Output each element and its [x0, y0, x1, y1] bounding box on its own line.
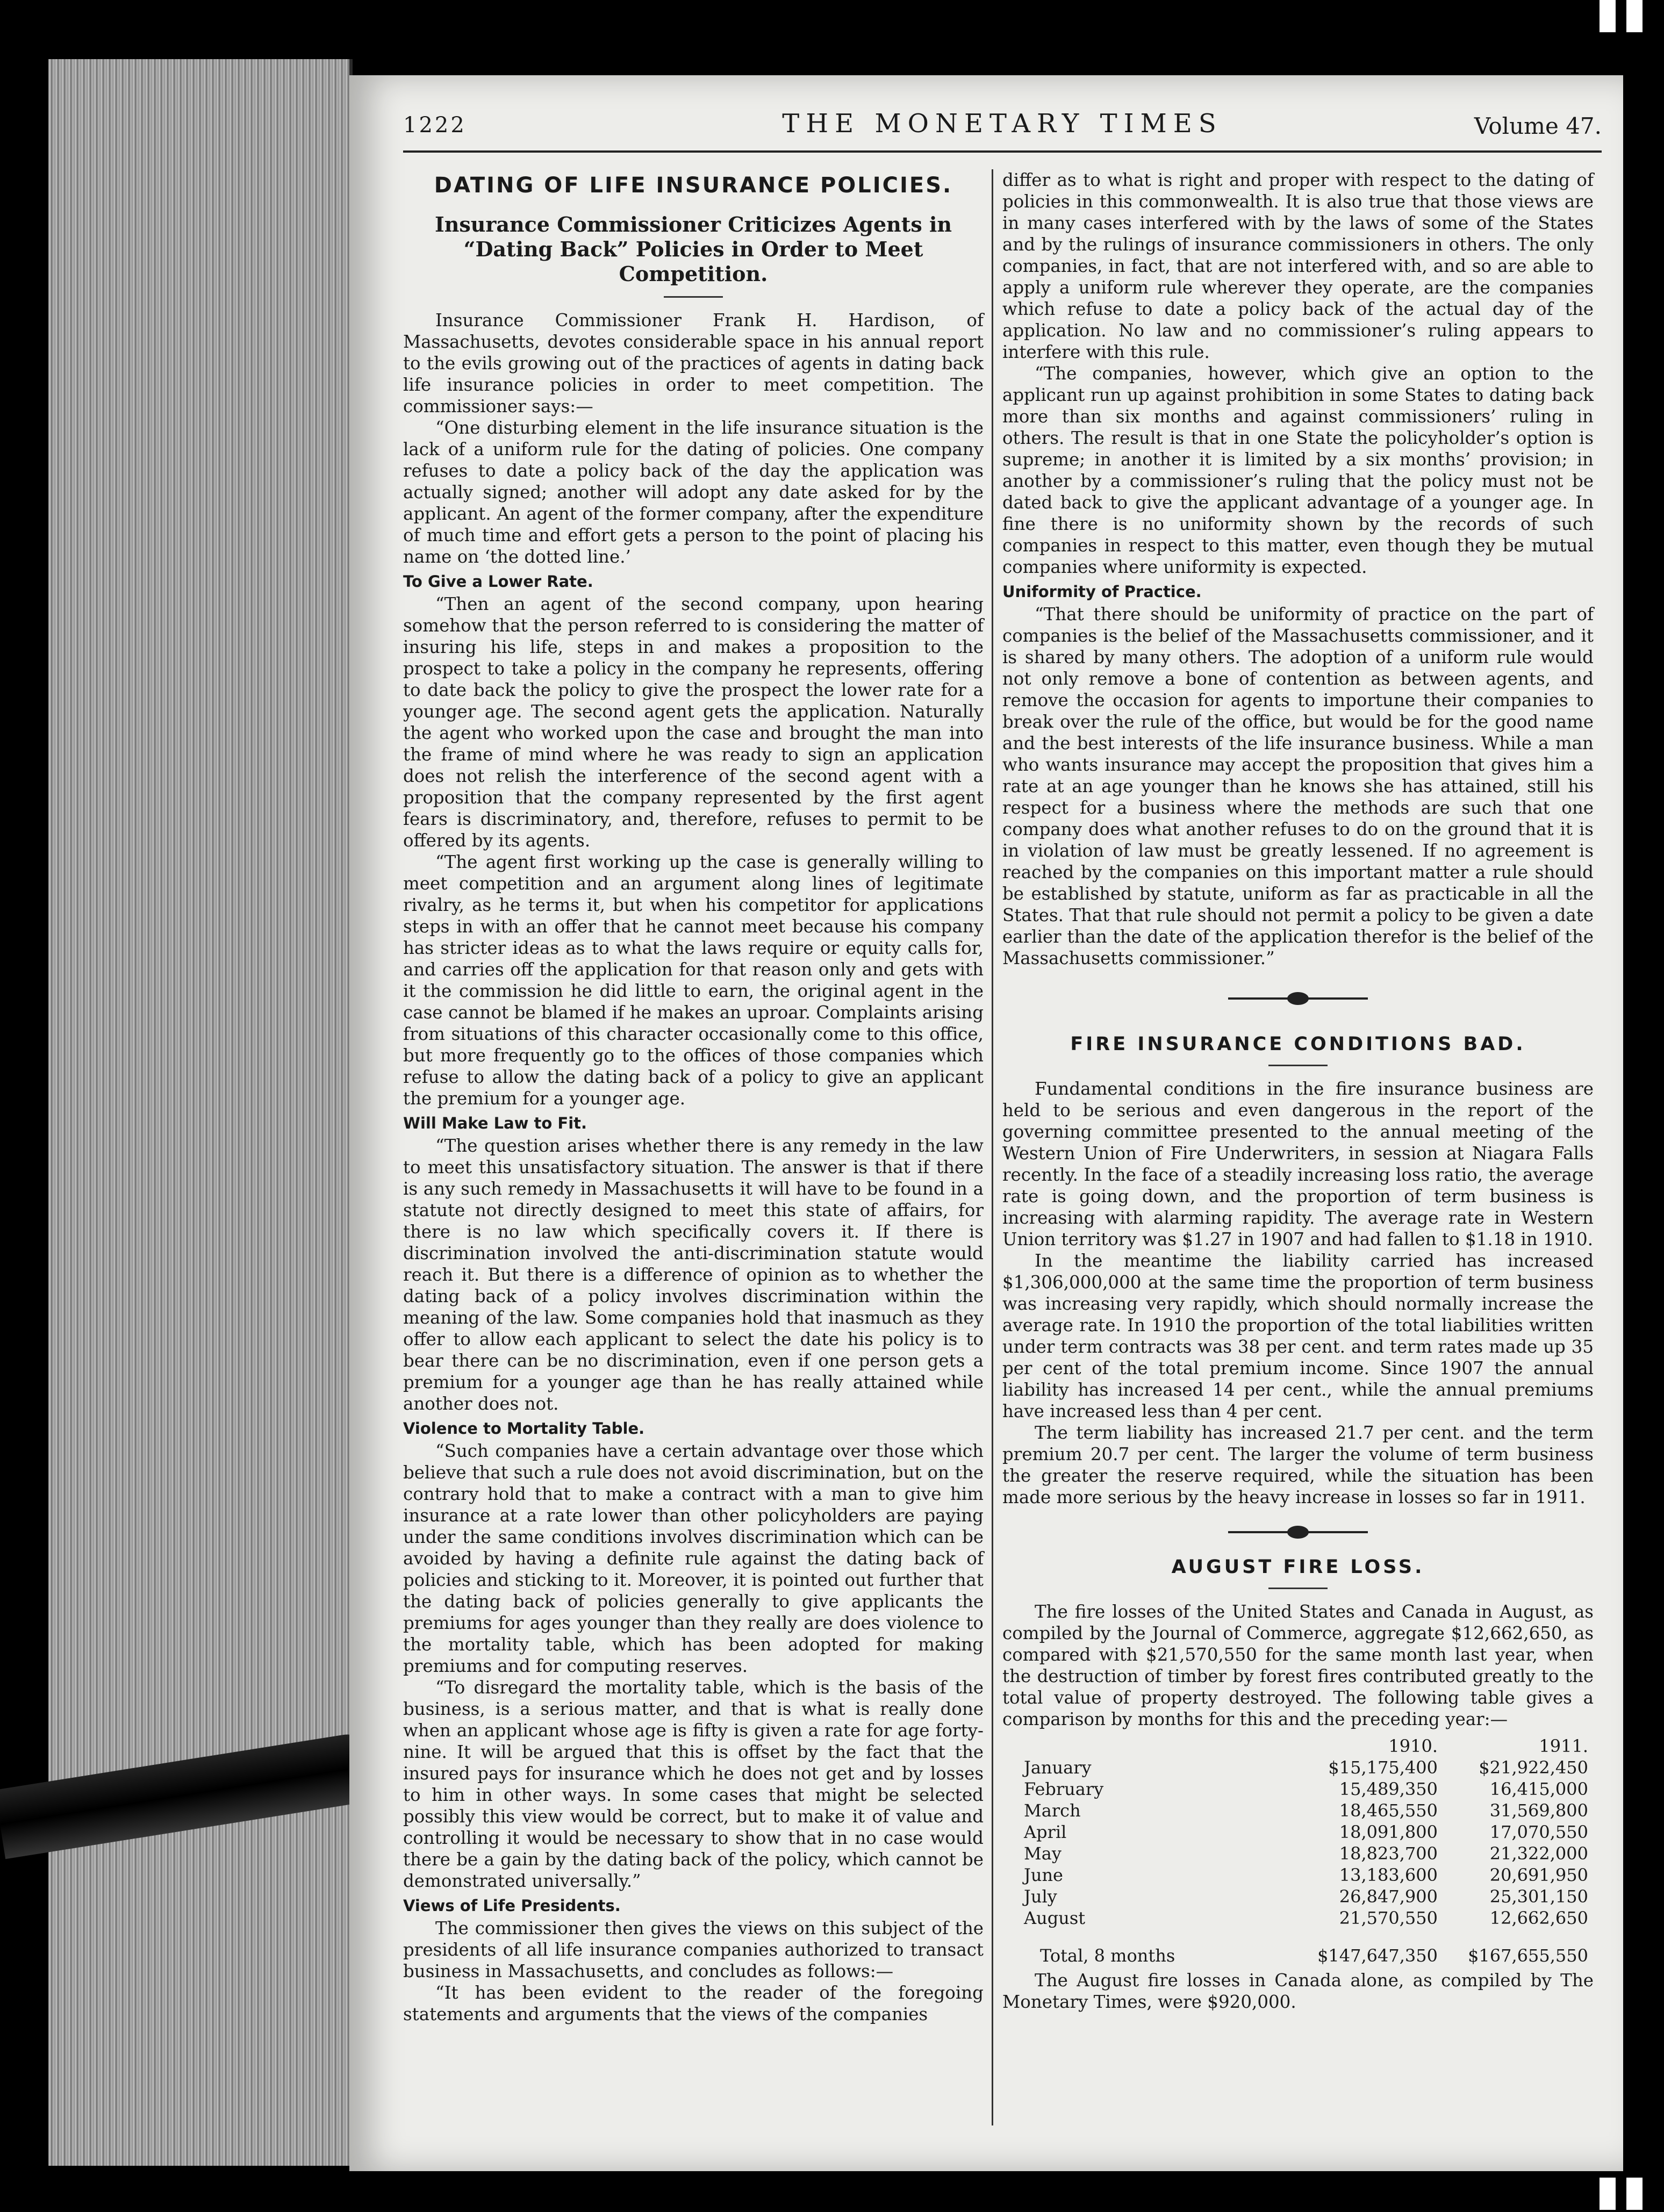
article-paragraph: “The agent first working up the case is generally willing to meet competition and an argument along lines of legitimate rivalry, as he terms it, but when his competitor for applications steps in with an offer that he cannot meet because his company has stricter ideas as to what the laws require or equity calls for, and carries off the application for that reason only and gets with it the commission he did little to earn, the original agent in the case cannot be blamed if he makes an uproar. Complaints arising from situations of this character occasionally come to this office, but more frequently go to the offices of those companies which refuse to allow the dating back of a policy to give an applicant the premium for a younger age.: [403, 852, 984, 1109]
table-cell-1911: 25,301,150: [1489, 1886, 1588, 1907]
section-heading: Will Make Law to Fit.: [403, 1114, 587, 1132]
article-paragraph: “Then an agent of the second company, upon hearing somehow that the person referred to is considering the matter of insuring his life, steps in and makes a proposition to the prospect to take a policy in the company he represents, offering to date back the policy to give the prospect the lower rate for a younger age. The second agent gets the application. Naturally the agent who worked upon the case and brought the man into the frame of mind where he was ready to sign an application does not relish the interference of the second agent with a proposition that the company represented by the first agent fears is discriminatory, and, therefore, refuses to permit to be offered by its agents.: [403, 594, 984, 851]
article-paragraph: “That there should be uniformity of practice on the part of companies is the belief of the Massachusetts commissioner, and it is shared by many others. The adoption of a uniform rule would not only remove a bone of contention as between agents, and remove the occasion for agents to importune their companies to break over the rule of the office, but would be for the good name and the best interests of the life insurance business. While a man who wants insurance may accept the proposition that gives him a rate at an age younger than he knows she has attained, still his respect for a business where the methods are such that one company does what another refuses to do on the ground that it is in violation of law must be greatly lessened. If no agreement is reached by the companies on this important matter a rule should be established by statute, uniform as far as practicable in all the States. That that rule should not permit a policy to be given a date earlier than the date of the application therefor is the belief of the Massachusetts commissioner.”: [1002, 604, 1594, 968]
journal-title: THE MONETARY TIMES: [782, 109, 1223, 139]
page-number: 1222: [403, 113, 467, 138]
table-cell-month: June: [1024, 1865, 1063, 1885]
table-cell-1910: 21,570,550: [1339, 1908, 1438, 1928]
table-cell-1910: 26,847,900: [1339, 1886, 1438, 1907]
article-paragraph: differ as to what is right and proper with respect to the dating of policies in this commonwealth. It is also true that those views are in many cases interfered with by the laws of some of the States and by the rulings of insurance commissioners in others. The only companies, in fact, that are not interfered with, and so are able to apply a uniform rule wherever they operate, are the companies which refuse to date a policy back of the actual day of the application. No law and no commissioner’s ruling appears to interfere with this rule.: [1002, 170, 1594, 362]
table-cell-1911: 31,569,800: [1489, 1800, 1588, 1821]
title-rule: [1268, 1065, 1328, 1066]
column-divider: [992, 169, 993, 2125]
volume-label: Volume 47.: [1474, 113, 1602, 139]
table-cell-1911: 21,322,000: [1489, 1843, 1588, 1864]
title-rule: [1268, 1588, 1328, 1589]
table-total-row: [1002, 1929, 1594, 1966]
table-header-1911: 1911.: [1539, 1736, 1588, 1756]
article-paragraph: “The companies, however, which give an option to the applicant run up against prohibition in some States to dating back more than six months and against commissioners’ ruling in others. The result is that in one State the policyholder’s option is supreme; in another it is limited by a six months’ provision; in another by a commissioner’s ruling that the policy must not be dated back to give the applicant advantage of a younger age. In fine there is no uniformity shown by the records of such companies in respect to this matter, even though they be mutual companies where uniformity is expected.: [1002, 363, 1594, 577]
film-edge-marks: [1589, 0, 1653, 32]
table-cell-1910: 18,091,800: [1339, 1822, 1438, 1842]
table-cell-1910: 15,489,350: [1339, 1779, 1438, 1799]
article-paragraph: The August fire losses in Canada alone, as compiled by The Monetary Times, were $920,000.: [1002, 1970, 1594, 2012]
table-cell-1911: 12,662,650: [1489, 1908, 1588, 1928]
table-cell-month: March: [1024, 1800, 1081, 1821]
table-body: [1002, 1757, 1594, 1929]
article-title: DATING OF LIFE INSURANCE POLICIES.: [434, 173, 953, 198]
article-paragraph: The fire losses of the United States and Canada in August, as compiled by the Journal of Commerce, aggregate $12,662,650, as compared with $21,570,550 for the same month last year, when the destruction of timber by forest fires contributed greatly to the total value of property destroyed. The following table gives a comparison by months for this and the preceding year:—: [1002, 1601, 1594, 1729]
article-title-fire-conditions: FIRE INSURANCE CONDITIONS BAD.: [1070, 1033, 1526, 1055]
section-heading: Uniformity of Practice.: [1002, 583, 1202, 601]
section-heading: Violence to Mortality Table.: [403, 1419, 645, 1438]
total-1910: $147,647,350: [1317, 1945, 1438, 1966]
table-cell-1910: 18,823,700: [1339, 1843, 1438, 1864]
article-paragraph: Insurance Commissioner Frank H. Hardison, of Massachusetts, devotes considerable space in his annual report to the evils growing out of the practices of agents in dating back life insurance policies in order to meet competition. The commissioner says:—: [403, 310, 984, 416]
table-cell-1910: 13,183,600: [1339, 1865, 1438, 1885]
film-edge-marks-bottom: [1589, 2178, 1653, 2210]
article-paragraph: In the meantime the liability carried has increased $1,306,000,000 at the same time the proportion of term business was increasing very rapidly, which should normally increase the average rate. In 1910 the proportion of the total liabilities written under term contracts was 38 per cent. and term rates made up 35 per cent of the total premium income. Since 1907 the annual liability has increased 14 per cent., while the annual premiums have increased less than 4 per cent.: [1002, 1251, 1594, 1421]
article-paragraph: “To disregard the mortality table, which is the basis of the business, is a serious matter, and that is what is really done when an applicant whose age is fifty is given a rate for age forty-nine. It will be argued that this is offset by the fact that the insured pays for insurance which he does not get and by losses to him in other ways. In some cases that might be selected possibly this view would be correct, but to make it of value and controlling it would be necessary to show that in no case would there be a gain by the dating back of the policy, which cannot be demonstrated universally.”: [403, 1677, 984, 1891]
table-header-row: [1002, 1735, 1594, 1757]
article-paragraph: The term liability has increased 21.7 per cent. and the term premium 20.7 per cent. The larger the volume of term business the greater the reserve required, while the situation has been made more serious by the heavy increase in losses so far in 1911.: [1002, 1423, 1594, 1507]
article-paragraph: “The question arises whether there is any remedy in the law to meet this unsatisfactory situation. The answer is that if there is any such remedy in Massachusetts it will have to be found in a statute not directly designed to meet this state of affairs, for there is no law which specifically covers it. If there is discrimination involved the anti-discrimination statute would reach it. But there is a difference of opinion as to whether the dating back of a policy involves discrimination within the meaning of the law. Some companies hold that inasmuch as they offer to allow each applicant to select the date his policy is to bear there can be no discrimination, even if one person gets a premium for a younger age than he has really attained while another does not.: [403, 1136, 984, 1414]
section-ornament: [1228, 1524, 1368, 1540]
article-title-august-fire-loss: AUGUST FIRE LOSS.: [1171, 1556, 1425, 1578]
table-row: [1002, 1800, 1594, 1821]
section-heading: Views of Life Presidents.: [403, 1897, 621, 1915]
journal-page: [349, 75, 1623, 2171]
table-header-1910: 1910.: [1388, 1736, 1438, 1756]
table-row: [1002, 1821, 1594, 1843]
article-paragraph: “One disturbing element in the life insurance situation is the lack of a uniform rule for the dating of policies. One company refuses to date a policy back of the day the application was actually signed; another will adopt any date asked for by the applicant. An agent of the former company, after the expenditure of much time and effort gets a person to the point of placing his name on ‘the dotted line.’: [403, 418, 984, 567]
table-cell-month: July: [1024, 1886, 1057, 1907]
table-cell-month: May: [1024, 1843, 1061, 1864]
table-row: [1002, 1864, 1594, 1886]
table-cell-1911: 20,691,950: [1489, 1865, 1588, 1885]
table-row: [1002, 1843, 1594, 1864]
section-ornament: [1228, 990, 1368, 1007]
article-paragraph: “Such companies have a certain advantage over those which believe that such a rule does not avoid discrimination, but on the contrary hold that to make a contract with a man to give him insurance at a rate lower than other policyholders are paying under the same conditions involves discrimination which can be avoided by having a definite rule against the dating back of policies and sticking to it. Moreover, it is pointed out further that the dating back of policies generally to give applicants the premiums for ages younger than they really are does violence to the mortality table, which has been adopted for making premiums and for computing reserves.: [403, 1441, 984, 1676]
table-cell-month: January: [1024, 1757, 1092, 1778]
total-1911: $167,655,550: [1468, 1945, 1588, 1966]
table-row: [1002, 1757, 1594, 1778]
table-header-month: [1002, 1735, 1293, 1757]
table-cell-1911: 17,070,550: [1489, 1822, 1588, 1842]
table-cell-1910: 18,465,550: [1339, 1800, 1438, 1821]
table-cell-1910: $15,175,400: [1328, 1757, 1438, 1778]
book-page-edges: [48, 59, 353, 2166]
title-rule: [664, 296, 723, 298]
table-row: [1002, 1886, 1594, 1907]
table-row: [1002, 1778, 1594, 1800]
article-paragraph: Fundamental conditions in the fire insurance business are held to be serious and even dangerous in the report of the governing committee presented to the annual meeting of the Western Union of Fire Underwriters, in session at Niagara Falls recently. In the face of a steadily increasing loss ratio, the average rate is going down, and the proportion of term business is increasing with alarming rapidity. The average rate in Western Union territory was $1.27 in 1907 and had fallen to $1.18 in 1910.: [1002, 1079, 1594, 1249]
table-cell-month: April: [1024, 1822, 1067, 1842]
total-label: Total, 8 months: [1040, 1945, 1175, 1966]
section-heading: To Give a Lower Rate.: [403, 572, 593, 591]
fire-loss-table: [1002, 1735, 1594, 1966]
table-cell-month: August: [1024, 1908, 1086, 1928]
table-cell-1911: $21,922,450: [1479, 1757, 1588, 1778]
right-column: [1002, 169, 1594, 2013]
article-paragraph: The commissioner then gives the views on this subject of the presidents of all life insurance companies authorized to transact business in Massachusetts, and concludes as follows:—: [403, 1918, 984, 1981]
table-cell-month: February: [1024, 1779, 1104, 1799]
article-paragraph: “It has been evident to the reader of the foregoing statements and arguments that the views of the companies: [403, 1983, 984, 2024]
table-cell-1911: 16,415,000: [1489, 1779, 1588, 1799]
article-subtitle: Insurance Commissioner Criticizes Agents in “Dating Back” Policies in Order to Meet Competition.: [434, 212, 952, 286]
running-head: [403, 109, 1602, 153]
left-column: [403, 169, 984, 2025]
table-row: [1002, 1907, 1594, 1929]
